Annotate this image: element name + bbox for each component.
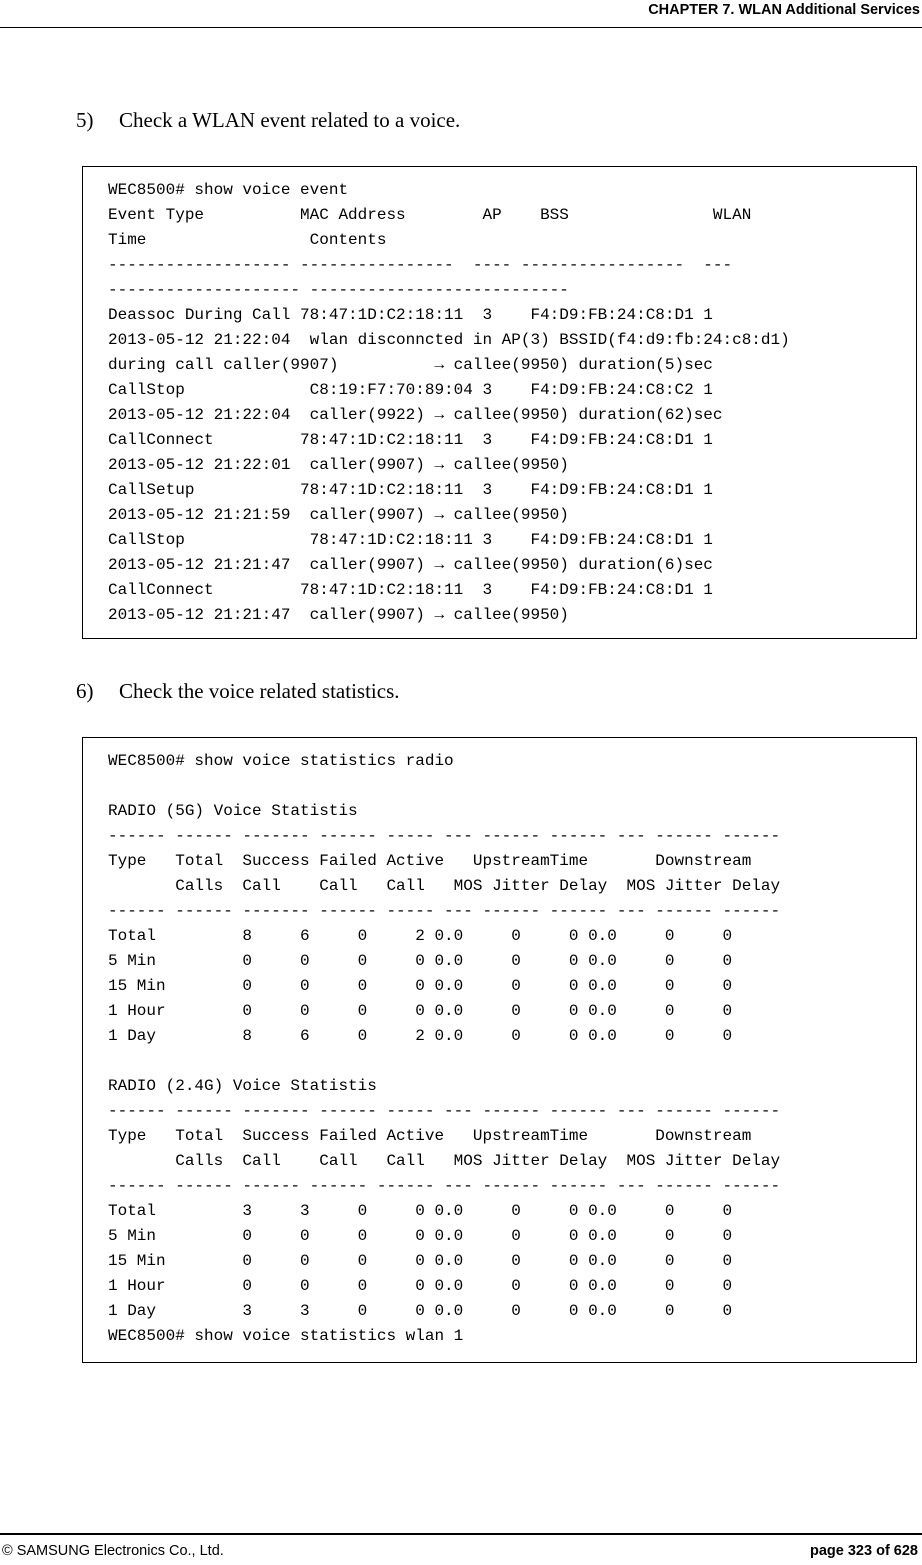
code-line: Deassoc During Call 78:47:1D:C2:18:11 3 F4:D9:FB:24:C8:D1 1 xyxy=(108,306,713,324)
code-line xyxy=(108,1049,780,1074)
code-line: RADIO (2.4G) Voice Statistis xyxy=(108,1077,377,1095)
code-line: Type Total Success Failed Active UpstreamTime Downstream xyxy=(108,1127,752,1145)
code-line: Total 3 3 0 0 0.0 0 0 0.0 0 0 xyxy=(108,1202,733,1220)
code-line: Calls Call Call Call MOS Jitter Delay MOS Jitter Delay xyxy=(108,1152,781,1170)
step-5-text: Check a WLAN event related to a voice. xyxy=(119,108,461,132)
code-line: Calls Call Call Call MOS Jitter Delay MOS Jitter Delay xyxy=(108,877,781,895)
code-line: 1 Hour 0 0 0 0 0.0 0 0 0.0 0 0 xyxy=(108,1277,733,1295)
code-line: 1 Day 3 3 0 0 0.0 0 0 0.0 0 0 xyxy=(108,1302,733,1320)
code-line: 2013-05-12 21:21:59 caller(9907) → callee(9950) xyxy=(108,506,569,524)
code-line: 5 Min 0 0 0 0 0.0 0 0 0.0 0 0 xyxy=(108,1227,733,1245)
step-6 xyxy=(76,679,400,704)
code-line: CallConnect 78:47:1D:C2:18:11 3 F4:D9:FB:24:C8:D1 1 xyxy=(108,581,713,599)
code-line: ------------------- ---------------- ---- ----------------- --- xyxy=(108,256,733,274)
code-line: WEC8500# show voice statistics wlan 1 xyxy=(108,1327,464,1345)
step-6-number: 6) xyxy=(76,679,94,703)
footer-divider xyxy=(0,1533,922,1535)
step-6-text: Check the voice related statistics. xyxy=(119,679,400,703)
footer-copyright: © SAMSUNG Electronics Co., Ltd. xyxy=(2,1543,224,1559)
footer-page-number: page 323 of 628 xyxy=(810,1543,918,1559)
code-line: 5 Min 0 0 0 0 0.0 0 0 0.0 0 0 xyxy=(108,952,733,970)
code-line: ------ ------ ------- ------ ----- --- ------ ------ --- ------ ------ xyxy=(108,1102,781,1120)
code-line: 2013-05-12 21:21:47 caller(9907) → callee(9950) duration(6)sec xyxy=(108,556,713,574)
code-line: -------------------- --------------------------- xyxy=(108,281,569,299)
chapter-header: CHAPTER 7. WLAN Additional Services xyxy=(648,2,920,18)
code-line: WEC8500# show voice event xyxy=(108,181,349,199)
code-line: 2013-05-12 21:22:04 wlan disconncted in AP(3) BSSID(f4:d9:fb:24:c8:d1) xyxy=(108,331,790,349)
code-line: 2013-05-12 21:22:01 caller(9907) → callee(9950) xyxy=(108,456,569,474)
code-line: RADIO (5G) Voice Statistis xyxy=(108,802,358,820)
code-line: Time Contents xyxy=(108,231,387,249)
code-line: CallStop C8:19:F7:70:89:04 3 F4:D9:FB:24:C8:C2 1 xyxy=(108,381,713,399)
code-line: CallStop 78:47:1D:C2:18:11 3 F4:D9:FB:24:C8:D1 1 xyxy=(108,531,713,549)
code-line: 15 Min 0 0 0 0 0.0 0 0 0.0 0 0 xyxy=(108,977,733,995)
voice-event-output xyxy=(108,178,790,628)
code-line: during call caller(9907) → callee(9950) duration(5)sec xyxy=(108,356,713,374)
header-divider xyxy=(0,27,922,28)
code-line: 1 Day 8 6 0 2 0.0 0 0 0.0 0 0 xyxy=(108,1027,733,1045)
step-5 xyxy=(76,108,460,133)
code-line: ------ ------ ------- ------ ----- --- ------ ------ --- ------ ------ xyxy=(108,827,781,845)
code-line: Event Type MAC Address AP BSS WLAN xyxy=(108,206,752,224)
code-line: 15 Min 0 0 0 0 0.0 0 0 0.0 0 0 xyxy=(108,1252,733,1270)
code-line: CallSetup 78:47:1D:C2:18:11 3 F4:D9:FB:24:C8:D1 1 xyxy=(108,481,713,499)
code-line: ------ ------ ------- ------ ----- --- ------ ------ --- ------ ------ xyxy=(108,902,781,920)
code-line: Type Total Success Failed Active UpstreamTime Downstream xyxy=(108,852,752,870)
code-line: 2013-05-12 21:22:04 caller(9922) → callee(9950) duration(62)sec xyxy=(108,406,723,424)
code-line: 2013-05-12 21:21:47 caller(9907) → callee(9950) xyxy=(108,606,569,624)
code-line: Total 8 6 0 2 0.0 0 0 0.0 0 0 xyxy=(108,927,733,945)
code-line xyxy=(108,774,780,799)
code-line: CallConnect 78:47:1D:C2:18:11 3 F4:D9:FB:24:C8:D1 1 xyxy=(108,431,713,449)
voice-statistics-output xyxy=(108,749,780,1349)
step-5-number: 5) xyxy=(76,108,94,132)
code-line: WEC8500# show voice statistics radio xyxy=(108,752,454,770)
code-line: ------ ------ ------ ------ ------ --- ------ ------ --- ------ ------ xyxy=(108,1177,781,1195)
code-line: 1 Hour 0 0 0 0 0.0 0 0 0.0 0 0 xyxy=(108,1002,733,1020)
